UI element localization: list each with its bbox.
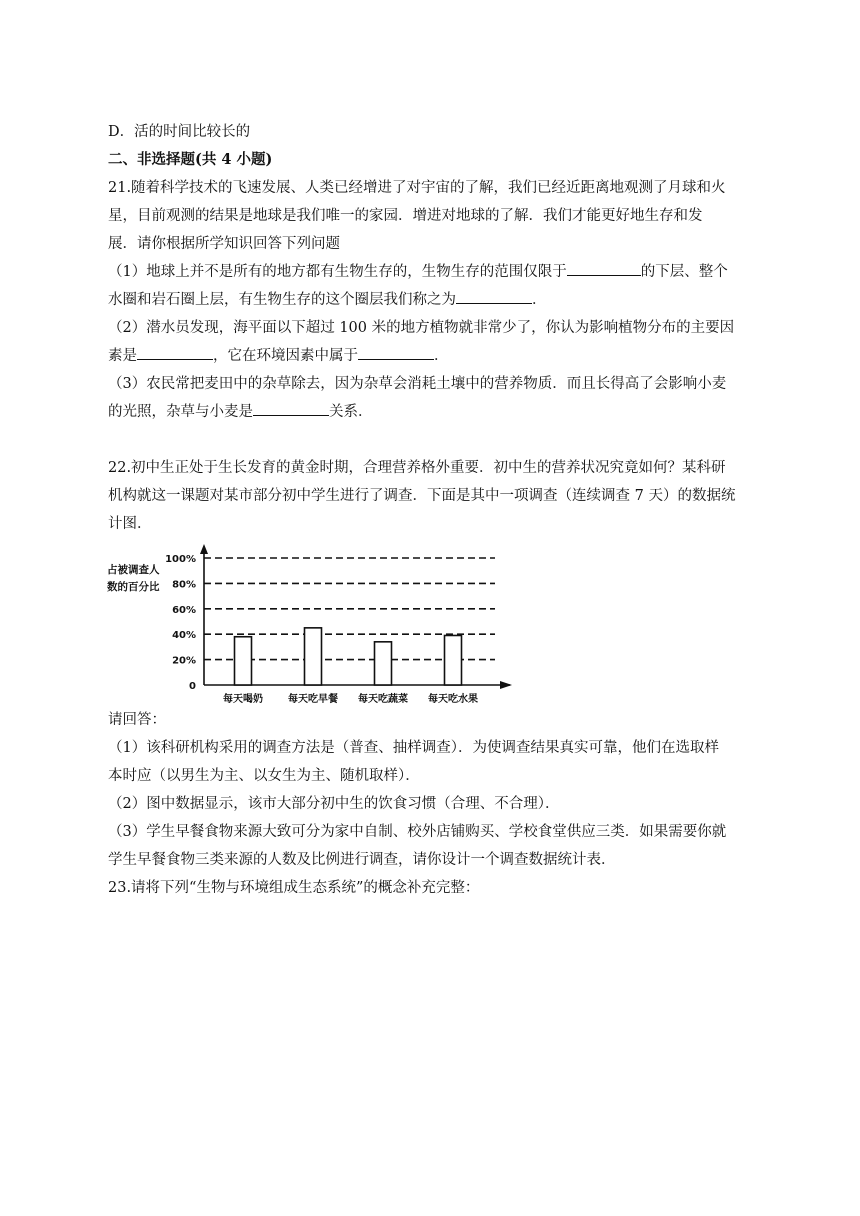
y-axis-label: 占被调查人 (107, 564, 160, 576)
section-title: 二、非选择题(共 4 小题) (108, 151, 273, 168)
bar (375, 642, 392, 685)
x-axis-arrow (500, 681, 512, 689)
q21-intro-line: 展．请你根据所学知识回答下列问题 (108, 236, 340, 252)
y-axis-arrow (200, 544, 208, 554)
nutrition-bar-chart (100, 540, 520, 710)
bar (445, 635, 462, 685)
answer-blank[interactable] (567, 259, 641, 276)
q22-part3-line: （3）学生早餐食物来源大致可分为家中自制、校外店铺购买、学校食堂供应三类．如果需要你就 (108, 824, 727, 840)
q21-part3-line1: （3）农民常把麦田中的杂草除去，因为杂草会消耗土壤中的营养物质．而且长得高了会影响小麦 (108, 376, 727, 392)
q21-part2-text-b: 素是 (108, 348, 137, 364)
option-d-text: D．活的时间比较长的 (108, 124, 251, 140)
q21-part3-line2 (108, 398, 756, 426)
q21-intro-line: 星，目前观测的结果是地球是我们唯一的家园．增进对地球的了解．我们才能更好地生存和发 (108, 208, 703, 224)
x-category-label: 每天吃早餐 (288, 694, 338, 705)
question-20-option-d (108, 118, 756, 146)
y-tick-label: 80% (172, 579, 196, 591)
y-axis-label: 数的百分比 (107, 581, 160, 593)
q21-part1-text-c: 水圈和岩石圈上层，有生物生存的这个圈层我们称之为 (108, 292, 456, 308)
x-category-label: 每天喝奶 (223, 694, 263, 705)
q22-part1-line: （1）该科研机构采用的调查方法是（普查、抽样调查）．为使调查结果真实可靠，他们在选取样 (108, 740, 719, 756)
question-22 (108, 454, 756, 538)
question-21 (108, 174, 756, 426)
q21-part1-text-b: 的下层、整个 (640, 264, 728, 280)
q22-intro-line: 22.初中生正处于生长发育的黄金时期，合理营养格外重要．初中生的营养状况究竟如何？某科研 (108, 460, 726, 476)
section-header (108, 146, 756, 174)
q21-part2-text-c: ，它在环境因素中属于 (213, 348, 358, 364)
q22-part2-line: （2）图中数据显示，该市大部分初中生的饮食习惯（合理、不合理）． (108, 796, 560, 812)
q21-part2-line1: （2）潜水员发现，海平面以下超过 100 米的地方植物就非常少了，你认为影响植物分布的主要因 (108, 320, 735, 336)
question-23 (108, 874, 756, 902)
q21-part1-line1 (108, 258, 756, 286)
question-22-parts (108, 706, 756, 874)
answer-blank[interactable] (456, 287, 532, 304)
q22-part3-line: 学生早餐食物三类来源的人数及比例进行调查，请你设计一个调查数据统计表． (108, 852, 616, 868)
y-tick-label: 40% (172, 630, 196, 642)
x-category-label: 每天吃蔬菜 (358, 694, 408, 705)
q22-answer-prompt: 请回答： (108, 712, 166, 728)
q21-part2-line2 (108, 342, 756, 370)
answer-blank[interactable] (358, 343, 434, 360)
bar (235, 637, 252, 685)
q22-intro-line: 机构就这一课题对某市部分初中学生进行了调查．下面是其中一项调查（连续调查 7 天）的数据统 (108, 488, 736, 504)
answer-blank[interactable] (253, 399, 329, 416)
q21-part1-text-a: （1）地球上并不是所有的地方都有生物生存的，生物生存的范围仅限于 (108, 264, 567, 280)
answer-blank[interactable] (137, 343, 213, 360)
bar (305, 628, 322, 685)
q21-part3-text-c: 关系． (329, 404, 373, 420)
q21-intro-line: 21.随着科学技术的飞速发展、人类已经增进了对宇宙的了解，我们已经近距离地观测了月球和火 (108, 180, 726, 196)
x-category-label: 每天吃水果 (428, 694, 478, 705)
q21-part3-text-b: 的光照，杂草与小麦是 (108, 404, 253, 420)
q21-part1-text-d: ． (532, 292, 547, 308)
y-tick-label: 100% (165, 554, 196, 565)
y-tick-label: 0 (189, 681, 196, 692)
y-tick-label: 20% (172, 655, 196, 667)
q22-intro-line: 计图． (108, 516, 152, 532)
q23-text: 23.请将下列“生物与环境组成生态系统”的概念补充完整： (108, 880, 480, 896)
q22-part1-line: 本时应（以男生为主、以女生为主、随机取样）． (108, 768, 420, 784)
q21-part2-text-d: ． (434, 348, 449, 364)
y-tick-label: 60% (172, 604, 196, 616)
q21-part1-line2 (108, 286, 756, 314)
